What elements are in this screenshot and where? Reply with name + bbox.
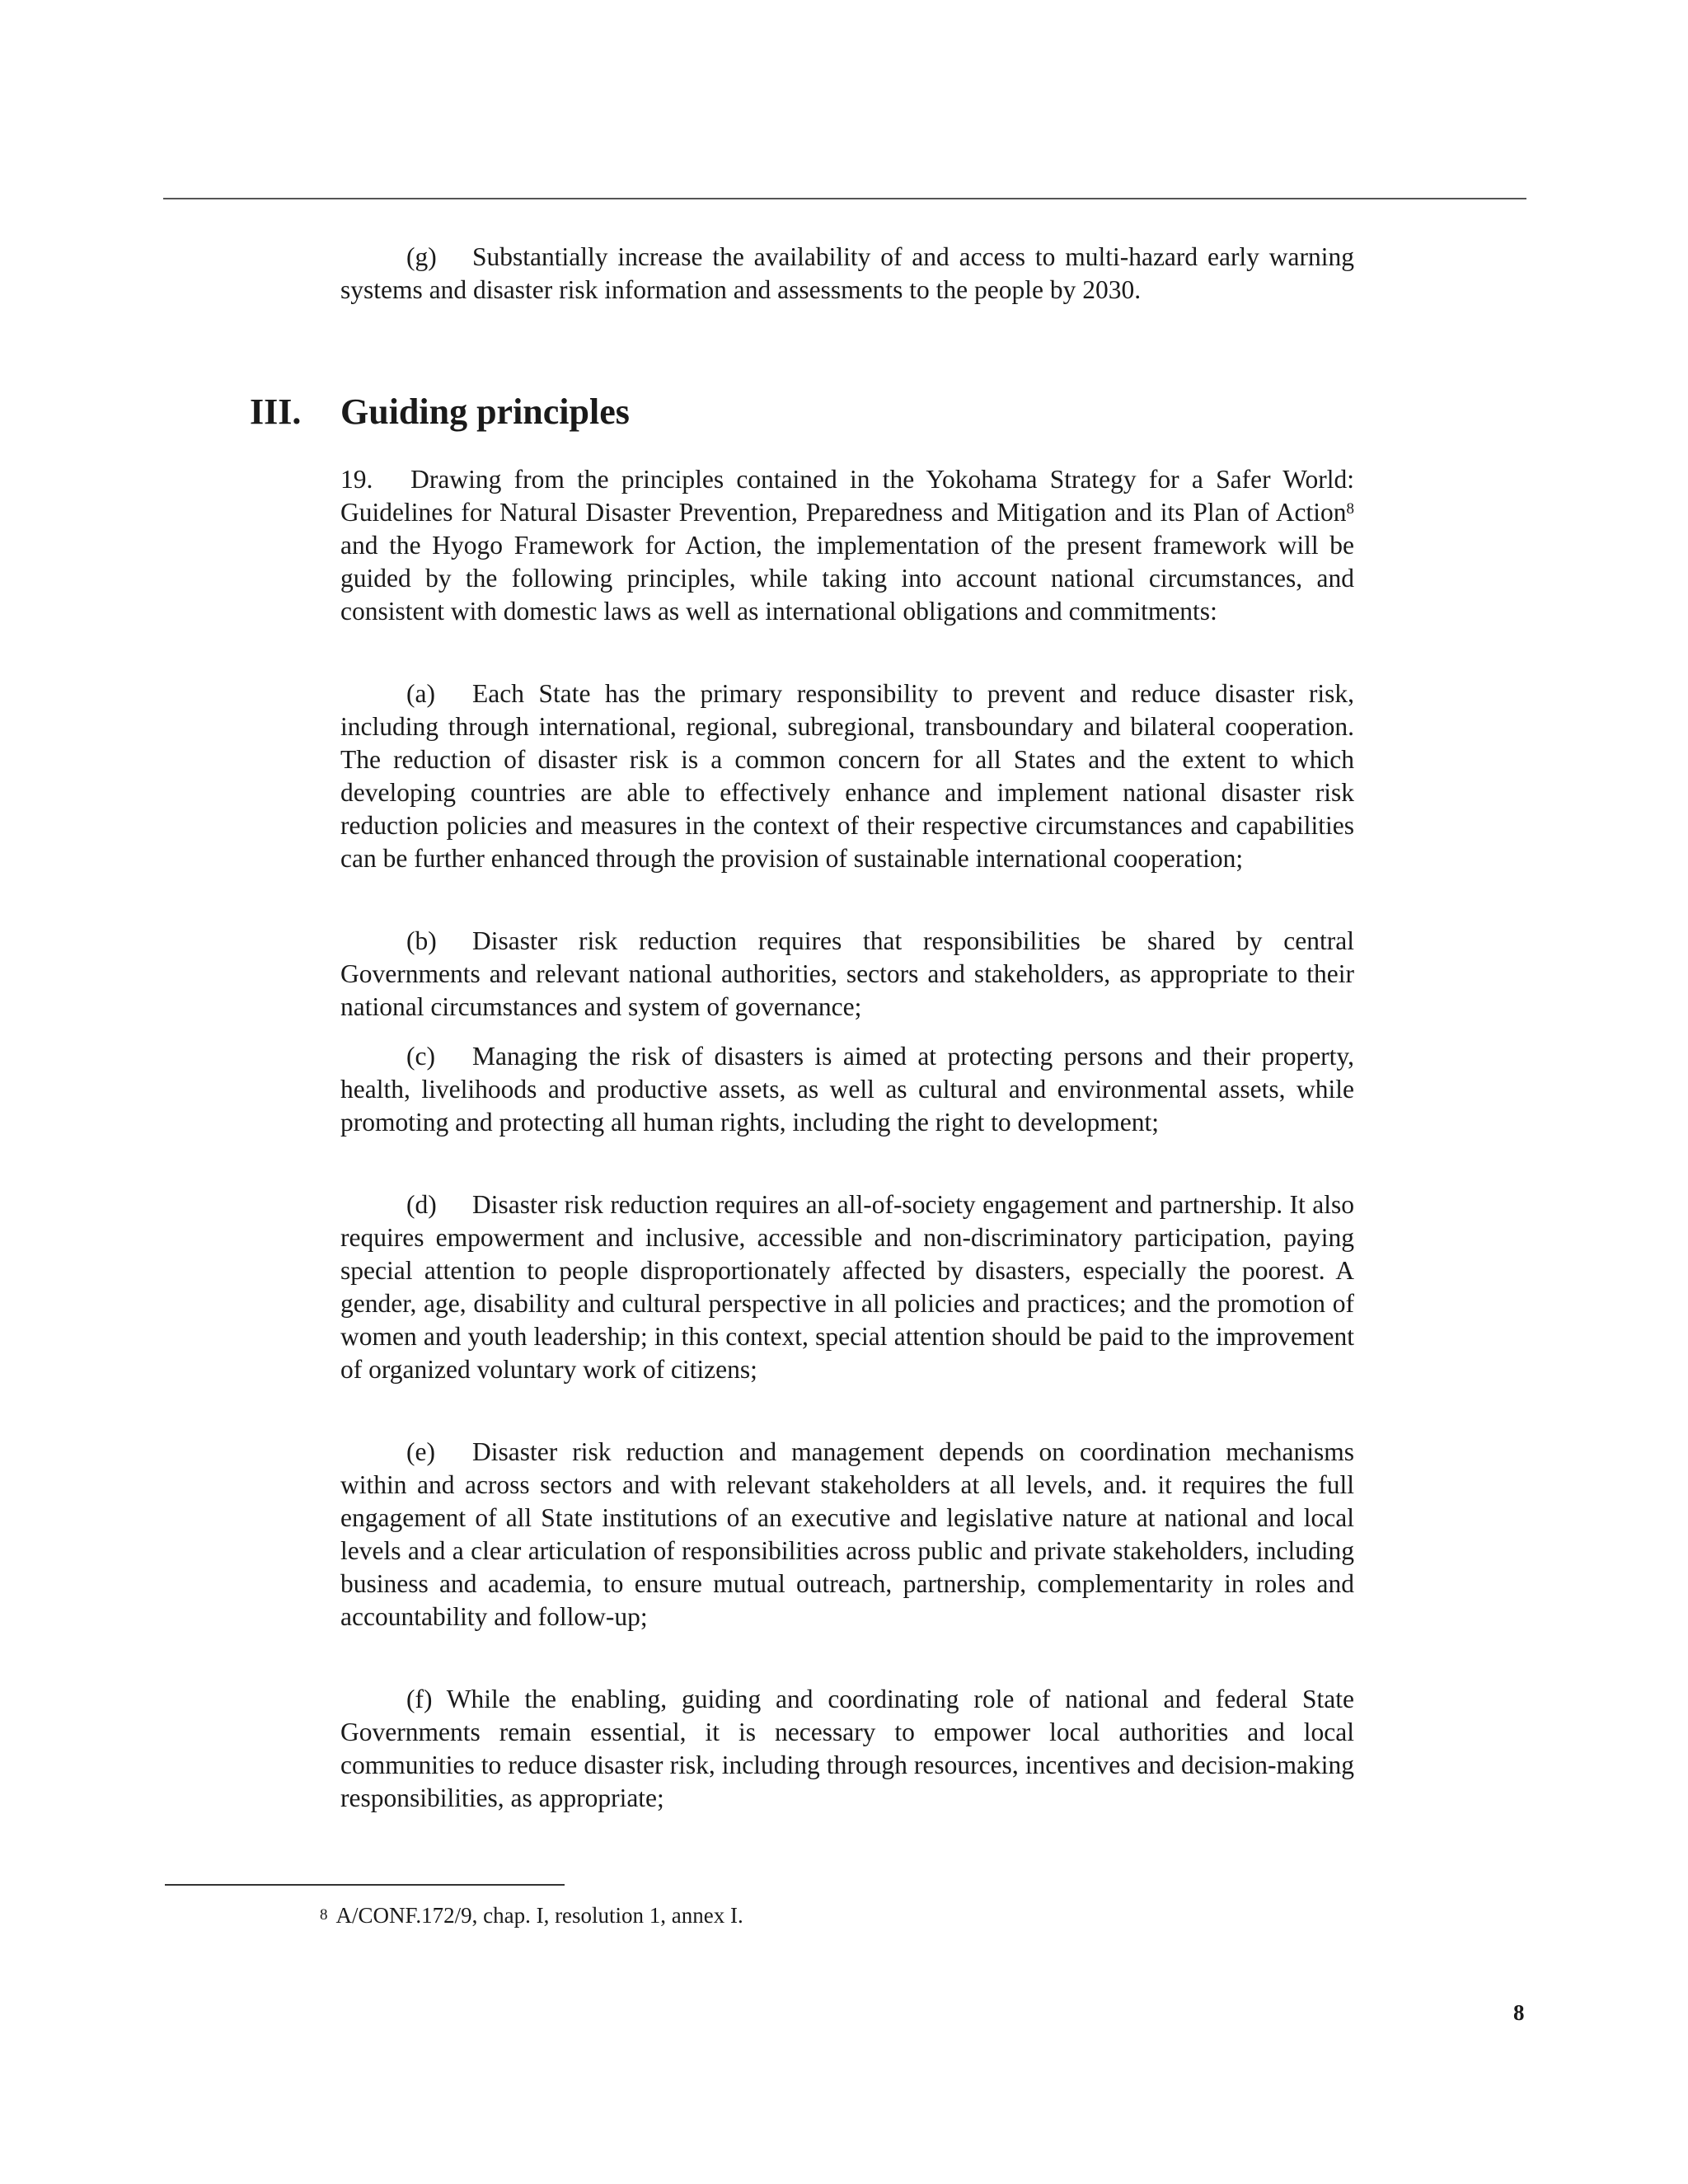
principle-label: (d) (406, 1190, 437, 1219)
principle-label: (c) (406, 1042, 435, 1071)
paragraph-g-label: (g) (406, 242, 437, 271)
page-number: 8 (1513, 2000, 1525, 2025)
section-heading (250, 387, 630, 437)
footnote-reference-8[interactable]: 8 (1346, 500, 1354, 518)
principle-b (340, 925, 1354, 1024)
footnote-rule (165, 1884, 565, 1886)
paragraph-19-number: 19. (340, 465, 373, 494)
principle-label: (b) (406, 926, 437, 955)
principle-text: While the enabling, guiding and coordinating role of national and federal State Governments remain essential, it is necessary to empower local authorities and local communities to reduce disaster risk, including through resources, incentives and decision-making responsibilities, as appropriate; (340, 1685, 1354, 1812)
principle-d (340, 1188, 1354, 1386)
principle-label: (f) (406, 1685, 433, 1713)
principle-text: Each State has the primary responsibility to prevent and reduce disaster risk, including through international, regional, subregional, transboundary and bilateral cooperation. The reduction of disaster risk is a common concern for all States and the extent to which developing countries are able to effectively enhance and implement national disaster risk reduction policies and measures in the context of their respective circumstances and capabilities can be further enhanced through the provision of sustainable international cooperation; (340, 679, 1354, 873)
section-title: Guiding principles (340, 391, 630, 432)
principle-e (340, 1436, 1354, 1633)
footnote (320, 1900, 743, 1930)
principle-a (340, 677, 1354, 875)
header-rule (163, 198, 1526, 199)
footnote-mark: 8 (320, 1906, 328, 1924)
principle-text: Managing the risk of disasters is aimed at protecting persons and their property, health, livelihoods and productive assets, as well as cultural and environmental assets, while promoting and protecting all human rights, including the right to development; (340, 1042, 1354, 1137)
section-number: III. (250, 391, 302, 432)
principle-c (340, 1040, 1354, 1139)
principle-text: Disaster risk reduction requires an all-of-society engagement and partnership. It also requires empowerment and inclusive, accessible and non-discriminatory participation, paying special attention to people disproportionately affected by disasters, especially the poorest. A gender, age, disability and cultural perspective in all policies and practices; and the promotion of women and youth leadership; in this context, special attention should be paid to the improvement of organized voluntary work of citizens; (340, 1190, 1354, 1384)
paragraph-g-text: Substantially increase the availability of and access to multi-hazard early warning systems and disaster risk information and assessments to the people by 2030. (340, 242, 1354, 304)
paragraph-g (340, 241, 1354, 307)
principle-text: Disaster risk reduction and management depends on coordination mechanisms within and across sectors and with relevant stakeholders at all levels, and. it requires the full engagement of all State institutions of an executive and legislative nature at national and local levels and a clear articulation of responsibilities across public and private stakeholders, including business and academia, to ensure mutual outreach, partnership, complementarity in roles and accountability and follow-up; (340, 1437, 1354, 1631)
principle-text: Disaster risk reduction requires that responsibilities be shared by central Governments and relevant national authorities, sectors and stakeholders, as appropriate to their national circumstances and system of governance; (340, 926, 1354, 1021)
paragraph-19-text-end: and the Hyogo Framework for Action, the implementation of the present framework will be guided by the following principles, while taking into account national circumstances, and consistent with domestic laws as well as international obligations and commitments: (340, 531, 1354, 626)
principle-label: (a) (406, 679, 435, 708)
footnote-text: A/CONF.172/9, chap. I, resolution 1, annex I. (335, 1903, 743, 1928)
paragraph-19-text-start: Drawing from the principles contained in the Yokohama Strategy for a Safer World: Guidelines for Natural Disaster Prevention, Preparedness and Mitigation and its Plan of Action (340, 465, 1355, 527)
principle-label: (e) (406, 1437, 435, 1466)
paragraph-19 (340, 463, 1354, 628)
principle-f (340, 1683, 1354, 1815)
